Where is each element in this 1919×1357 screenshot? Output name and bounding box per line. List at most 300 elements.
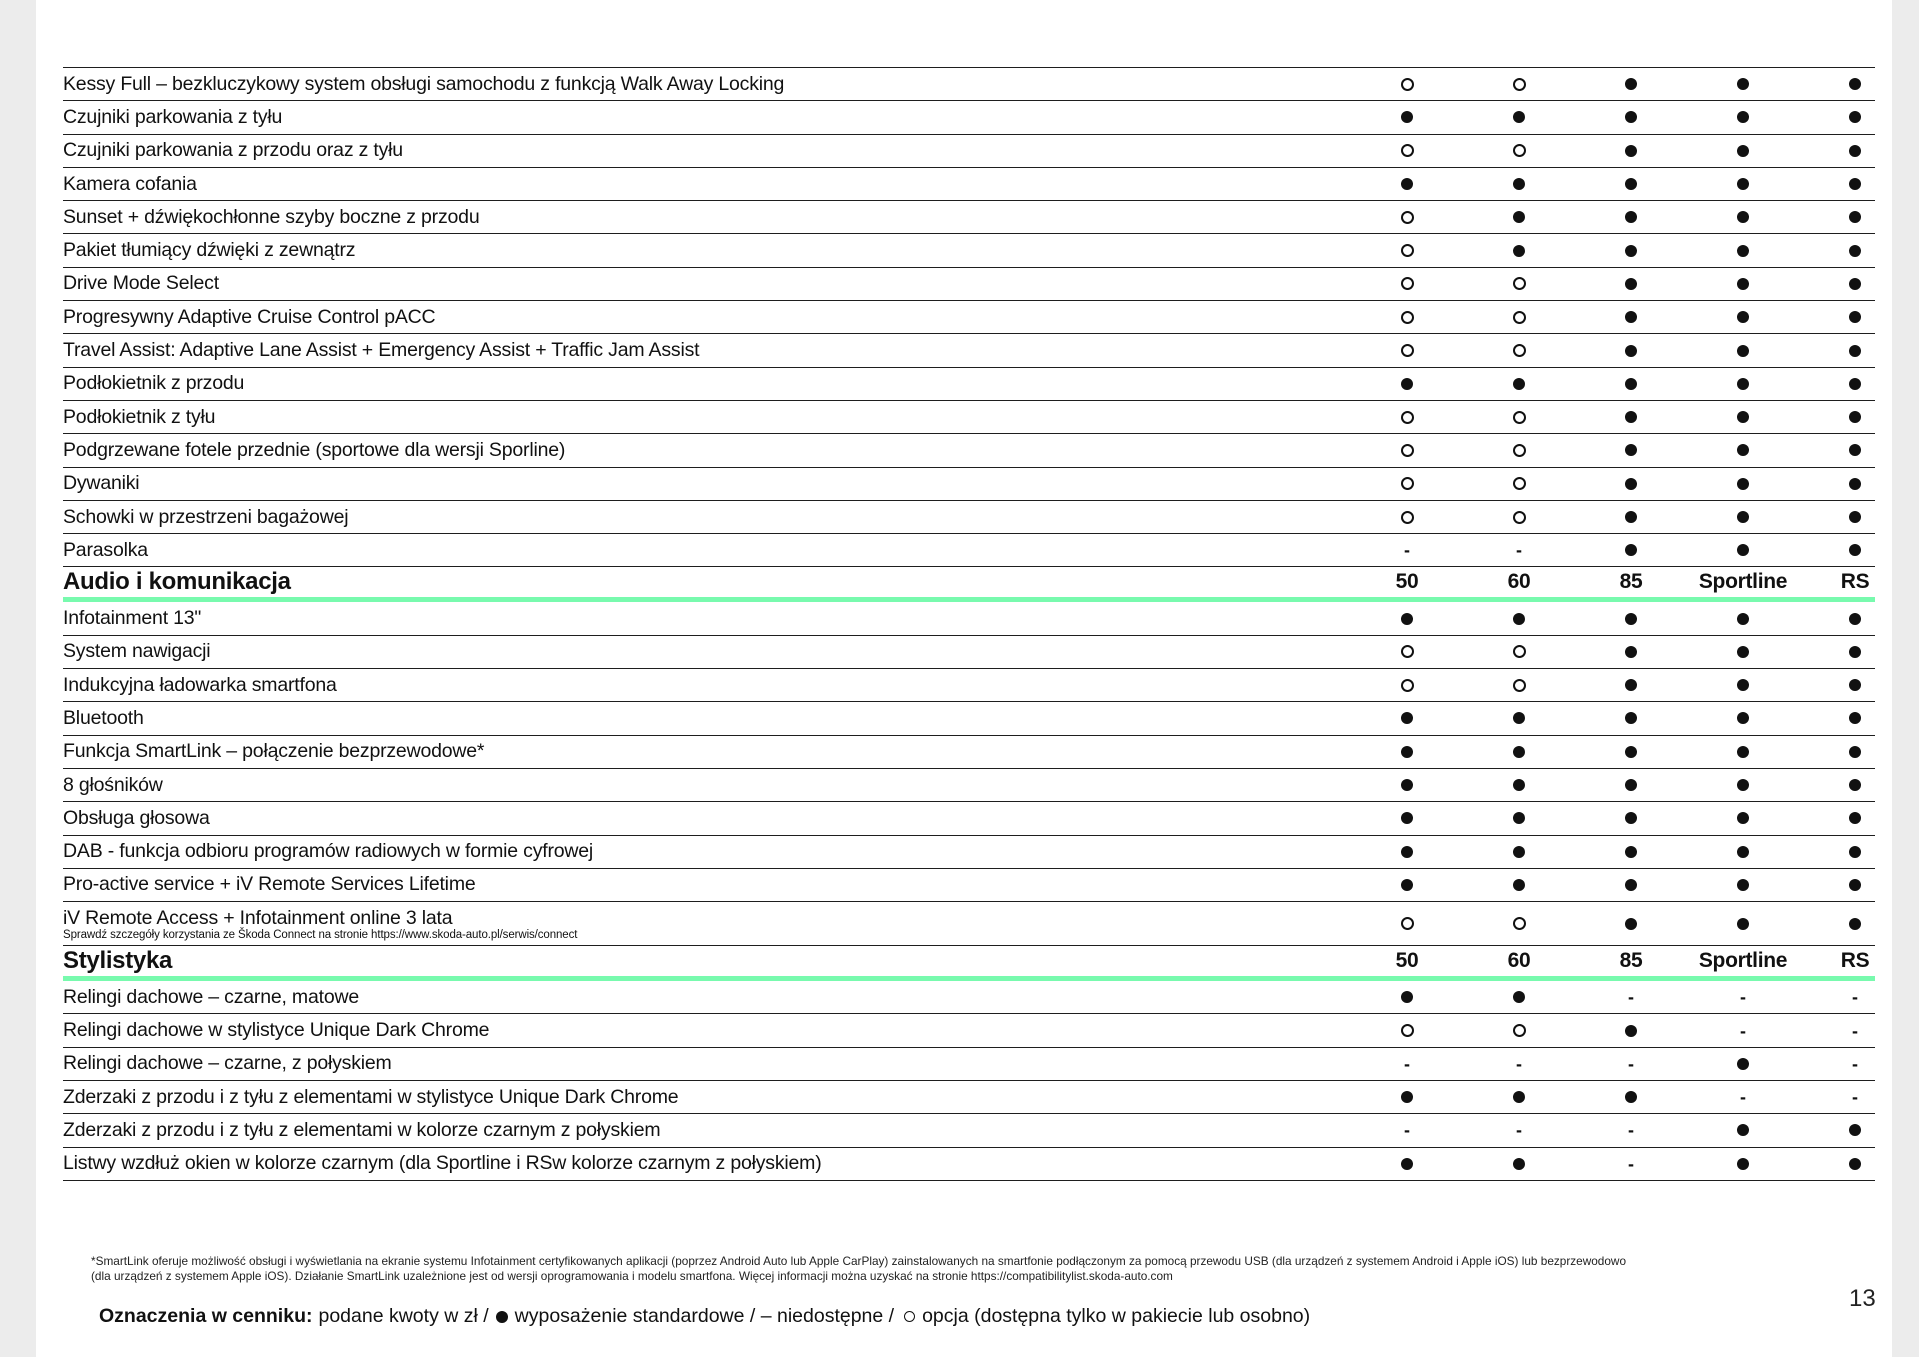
availability-cell bbox=[1703, 368, 1783, 400]
column-header: RS bbox=[1840, 570, 1870, 594]
availability-cell bbox=[1703, 468, 1783, 500]
availability-cell bbox=[1703, 869, 1783, 901]
availability-cell bbox=[1815, 1081, 1895, 1113]
filled-dot-icon bbox=[1849, 444, 1861, 456]
filled-dot-icon bbox=[1737, 345, 1749, 357]
table-row bbox=[63, 468, 1875, 501]
row-label bbox=[63, 836, 593, 868]
feature-name: Kamera cofania bbox=[63, 172, 197, 195]
open-circle-icon bbox=[1401, 645, 1414, 658]
filled-dot-icon bbox=[1625, 145, 1637, 157]
filled-dot-icon bbox=[1401, 991, 1413, 1003]
filled-dot-icon bbox=[1737, 679, 1749, 691]
availability-cell bbox=[1591, 135, 1671, 167]
open-circle-icon bbox=[1401, 211, 1414, 224]
table-row bbox=[63, 702, 1875, 735]
filled-dot-icon bbox=[1849, 111, 1861, 123]
row-label bbox=[63, 101, 282, 133]
availability-cell bbox=[1591, 981, 1671, 1013]
filled-dot-icon bbox=[1513, 712, 1525, 724]
filled-dot-icon bbox=[1625, 679, 1637, 691]
price-list-page bbox=[36, 0, 1892, 1357]
filled-dot-icon bbox=[1849, 345, 1861, 357]
availability-cell bbox=[1367, 334, 1447, 366]
open-circle-icon bbox=[1401, 144, 1414, 157]
open-circle-icon bbox=[1513, 477, 1526, 490]
filled-dot-icon bbox=[1625, 812, 1637, 824]
not-available-dash: - bbox=[1852, 987, 1858, 1008]
table-row bbox=[63, 981, 1875, 1014]
filled-dot-icon bbox=[1625, 311, 1637, 323]
open-circle-icon bbox=[1401, 511, 1414, 524]
availability-cell bbox=[1479, 636, 1559, 668]
availability-cell bbox=[1703, 1114, 1783, 1146]
availability-cell bbox=[1479, 501, 1559, 533]
availability-cell bbox=[1703, 702, 1783, 734]
availability-cell bbox=[1479, 68, 1559, 100]
availability-cell bbox=[1479, 869, 1559, 901]
availability-cell bbox=[1815, 1148, 1895, 1180]
availability-cell bbox=[1367, 669, 1447, 701]
section-header bbox=[63, 567, 1875, 602]
open-circle-icon bbox=[1513, 277, 1526, 290]
availability-cell bbox=[1367, 869, 1447, 901]
feature-name: Obsługa głosowa bbox=[63, 806, 210, 829]
availability-cell bbox=[1367, 702, 1447, 734]
availability-cell bbox=[1591, 201, 1671, 233]
filled-dot-icon bbox=[1849, 378, 1861, 390]
table-row bbox=[63, 201, 1875, 234]
footnote bbox=[91, 1254, 1811, 1284]
filled-dot-icon bbox=[1849, 879, 1861, 891]
availability-cell bbox=[1591, 234, 1671, 266]
table-row bbox=[63, 268, 1875, 301]
filled-dot-icon bbox=[1625, 779, 1637, 791]
filled-dot-icon bbox=[1401, 846, 1413, 858]
filled-dot-icon bbox=[1849, 646, 1861, 658]
row-label bbox=[63, 802, 210, 834]
availability-cell bbox=[1703, 836, 1783, 868]
feature-name: Kessy Full – bezkluczykowy system obsługi samochodu z funkcją Walk Away Locking bbox=[63, 72, 785, 95]
filled-dot-icon bbox=[1401, 1158, 1413, 1170]
availability-cell bbox=[1367, 201, 1447, 233]
row-label bbox=[63, 401, 215, 433]
feature-name: Parasolka bbox=[63, 538, 148, 561]
availability-cell bbox=[1479, 1048, 1559, 1080]
filled-dot-icon bbox=[1625, 245, 1637, 257]
filled-dot-icon bbox=[1737, 411, 1749, 423]
feature-name: Relingi dachowe w stylistyce Unique Dark Chrome bbox=[63, 1019, 490, 1042]
feature-name: System nawigacji bbox=[63, 640, 211, 663]
row-label bbox=[63, 1148, 822, 1180]
filled-dot-icon bbox=[1737, 613, 1749, 625]
availability-cell bbox=[1367, 135, 1447, 167]
filled-dot-icon bbox=[1849, 613, 1861, 625]
availability-cell bbox=[1703, 602, 1783, 634]
availability-cell bbox=[1367, 769, 1447, 801]
filled-dot-icon bbox=[1737, 378, 1749, 390]
table-row bbox=[63, 802, 1875, 835]
availability-cell bbox=[1591, 68, 1671, 100]
table-row bbox=[63, 836, 1875, 869]
filled-dot-icon bbox=[1513, 779, 1525, 791]
availability-cell bbox=[1591, 1148, 1671, 1180]
not-available-dash: - bbox=[1404, 1053, 1410, 1074]
column-header: 85 bbox=[1619, 949, 1643, 973]
availability-cell bbox=[1591, 869, 1671, 901]
availability-cell bbox=[1479, 301, 1559, 333]
filled-dot-icon bbox=[1849, 511, 1861, 523]
availability-cell bbox=[1703, 736, 1783, 768]
open-circle-icon bbox=[1513, 917, 1526, 930]
filled-dot-icon bbox=[1401, 812, 1413, 824]
filled-dot-icon bbox=[1513, 812, 1525, 824]
availability-cell bbox=[1479, 602, 1559, 634]
availability-cell bbox=[1703, 1014, 1783, 1046]
equipment-table bbox=[63, 67, 1875, 1181]
availability-cell bbox=[1703, 434, 1783, 466]
table-row bbox=[63, 1148, 1875, 1181]
feature-name: Bluetooth bbox=[63, 706, 144, 729]
availability-cell bbox=[1479, 769, 1559, 801]
filled-dot-icon bbox=[1401, 613, 1413, 625]
filled-dot-icon bbox=[1625, 111, 1637, 123]
filled-dot-icon bbox=[1737, 245, 1749, 257]
availability-cell bbox=[1367, 468, 1447, 500]
availability-cell bbox=[1367, 501, 1447, 533]
availability-cell bbox=[1815, 602, 1895, 634]
availability-cell bbox=[1703, 334, 1783, 366]
table-row bbox=[63, 869, 1875, 902]
not-available-dash: - bbox=[1740, 1020, 1746, 1041]
filled-dot-icon bbox=[1849, 211, 1861, 223]
filled-dot-icon bbox=[1513, 111, 1525, 123]
availability-cell bbox=[1367, 68, 1447, 100]
availability-cell bbox=[1703, 168, 1783, 200]
availability-cell bbox=[1703, 268, 1783, 300]
open-circle-icon bbox=[1401, 477, 1414, 490]
availability-cell bbox=[1815, 301, 1895, 333]
availability-cell bbox=[1479, 135, 1559, 167]
filled-dot-icon bbox=[1737, 78, 1749, 90]
availability-cell bbox=[1815, 636, 1895, 668]
filled-dot-icon bbox=[1737, 311, 1749, 323]
open-circle-icon bbox=[1513, 144, 1526, 157]
row-label bbox=[63, 368, 244, 400]
availability-cell bbox=[1815, 268, 1895, 300]
filled-dot-icon bbox=[1849, 278, 1861, 290]
row-label bbox=[63, 168, 197, 200]
availability-cell bbox=[1815, 334, 1895, 366]
not-available-dash: - bbox=[1516, 1053, 1522, 1074]
filled-dot-icon bbox=[1513, 211, 1525, 223]
feature-name: Travel Assist: Adaptive Lane Assist + Emergency Assist + Traffic Jam Assist bbox=[63, 339, 700, 362]
column-header: 60 bbox=[1507, 570, 1531, 594]
row-label bbox=[63, 468, 139, 500]
not-available-dash: - bbox=[1852, 1087, 1858, 1108]
availability-cell bbox=[1815, 401, 1895, 433]
open-circle-icon bbox=[1401, 277, 1414, 290]
filled-dot-icon bbox=[496, 1311, 508, 1323]
row-label bbox=[63, 534, 148, 566]
table-row bbox=[63, 902, 1875, 946]
availability-cell bbox=[1591, 902, 1671, 945]
table-row bbox=[63, 534, 1875, 567]
open-circle-icon bbox=[1401, 244, 1414, 257]
filled-dot-icon bbox=[1737, 646, 1749, 658]
availability-cell bbox=[1815, 1114, 1895, 1146]
table-row bbox=[63, 135, 1875, 168]
not-available-dash: - bbox=[1628, 1153, 1634, 1174]
availability-cell bbox=[1591, 1014, 1671, 1046]
filled-dot-icon bbox=[1849, 544, 1861, 556]
availability-cell bbox=[1591, 401, 1671, 433]
availability-cell bbox=[1479, 902, 1559, 945]
row-label bbox=[63, 1114, 660, 1146]
availability-cell bbox=[1591, 802, 1671, 834]
availability-cell bbox=[1479, 1148, 1559, 1180]
row-label bbox=[63, 981, 359, 1013]
feature-note: Sprawdź szczegóły korzystania ze Škoda Connect na stronie https://www.skoda-auto.pl/serwis/connect bbox=[63, 928, 578, 941]
column-header: 85 bbox=[1619, 570, 1643, 594]
table-row bbox=[63, 1114, 1875, 1147]
availability-cell bbox=[1479, 534, 1559, 566]
filled-dot-icon bbox=[1625, 1091, 1637, 1103]
availability-cell bbox=[1479, 702, 1559, 734]
filled-dot-icon bbox=[1401, 178, 1413, 190]
availability-cell bbox=[1815, 1014, 1895, 1046]
legend-text-option: opcja (dostępna tylko w pakiecie lub osobno) bbox=[922, 1305, 1311, 1327]
filled-dot-icon bbox=[1737, 712, 1749, 724]
table-row bbox=[63, 1081, 1875, 1114]
table-row bbox=[63, 636, 1875, 669]
availability-cell bbox=[1815, 434, 1895, 466]
filled-dot-icon bbox=[1849, 746, 1861, 758]
availability-cell bbox=[1591, 1114, 1671, 1146]
not-available-dash: - bbox=[1628, 1120, 1634, 1141]
availability-cell bbox=[1479, 401, 1559, 433]
availability-cell bbox=[1815, 802, 1895, 834]
column-header: 50 bbox=[1395, 570, 1419, 594]
filled-dot-icon bbox=[1625, 178, 1637, 190]
availability-cell bbox=[1367, 368, 1447, 400]
filled-dot-icon bbox=[1401, 1091, 1413, 1103]
availability-cell bbox=[1591, 736, 1671, 768]
filled-dot-icon bbox=[1513, 991, 1525, 1003]
filled-dot-icon bbox=[1513, 879, 1525, 891]
filled-dot-icon bbox=[1625, 846, 1637, 858]
availability-cell bbox=[1367, 802, 1447, 834]
availability-cell bbox=[1815, 201, 1895, 233]
open-circle-icon bbox=[1401, 444, 1414, 457]
table-row bbox=[63, 67, 1875, 101]
availability-cell bbox=[1703, 135, 1783, 167]
availability-cell bbox=[1367, 168, 1447, 200]
row-label bbox=[63, 68, 784, 100]
row-label bbox=[63, 301, 435, 333]
availability-cell bbox=[1815, 135, 1895, 167]
availability-cell bbox=[1367, 1114, 1447, 1146]
feature-name: Drive Mode Select bbox=[63, 272, 219, 295]
open-circle-icon bbox=[1513, 344, 1526, 357]
availability-cell bbox=[1367, 101, 1447, 133]
availability-cell bbox=[1479, 168, 1559, 200]
table-row bbox=[63, 602, 1875, 635]
availability-cell bbox=[1703, 902, 1783, 945]
availability-cell bbox=[1479, 1014, 1559, 1046]
open-circle-icon bbox=[1513, 444, 1526, 457]
filled-dot-icon bbox=[1849, 1124, 1861, 1136]
filled-dot-icon bbox=[1625, 613, 1637, 625]
row-label bbox=[63, 201, 479, 233]
availability-cell bbox=[1367, 268, 1447, 300]
filled-dot-icon bbox=[1513, 746, 1525, 758]
availability-cell bbox=[1703, 1081, 1783, 1113]
availability-cell bbox=[1479, 1114, 1559, 1146]
filled-dot-icon bbox=[1625, 746, 1637, 758]
filled-dot-icon bbox=[1849, 712, 1861, 724]
table-row bbox=[63, 1048, 1875, 1081]
table-row bbox=[63, 101, 1875, 134]
not-available-dash: - bbox=[1404, 540, 1410, 561]
feature-name: Pro-active service + iV Remote Services Lifetime bbox=[63, 873, 476, 896]
filled-dot-icon bbox=[1737, 178, 1749, 190]
row-label bbox=[63, 902, 577, 945]
filled-dot-icon bbox=[1849, 411, 1861, 423]
table-row bbox=[63, 401, 1875, 434]
feature-name: Dywaniki bbox=[63, 472, 140, 495]
availability-cell bbox=[1815, 368, 1895, 400]
filled-dot-icon bbox=[1401, 378, 1413, 390]
filled-dot-icon bbox=[1737, 879, 1749, 891]
availability-cell bbox=[1703, 68, 1783, 100]
availability-cell bbox=[1591, 636, 1671, 668]
open-circle-icon bbox=[1513, 78, 1526, 91]
not-available-dash: - bbox=[1516, 540, 1522, 561]
filled-dot-icon bbox=[1849, 918, 1861, 930]
row-label bbox=[63, 434, 565, 466]
row-label bbox=[63, 135, 403, 167]
availability-cell bbox=[1479, 468, 1559, 500]
filled-dot-icon bbox=[1737, 846, 1749, 858]
availability-cell bbox=[1591, 1081, 1671, 1113]
availability-cell bbox=[1591, 1048, 1671, 1080]
feature-name: Funkcja SmartLink – połączenie bezprzewodowe* bbox=[63, 740, 485, 763]
filled-dot-icon bbox=[1625, 1025, 1637, 1037]
availability-cell bbox=[1479, 802, 1559, 834]
filled-dot-icon bbox=[1737, 278, 1749, 290]
availability-cell bbox=[1591, 602, 1671, 634]
availability-cell bbox=[1815, 1048, 1895, 1080]
filled-dot-icon bbox=[1849, 779, 1861, 791]
availability-cell bbox=[1703, 1048, 1783, 1080]
filled-dot-icon bbox=[1737, 779, 1749, 791]
availability-cell bbox=[1367, 1048, 1447, 1080]
availability-cell bbox=[1479, 268, 1559, 300]
filled-dot-icon bbox=[1625, 211, 1637, 223]
filled-dot-icon bbox=[1513, 378, 1525, 390]
section-title: Stylistyka bbox=[63, 947, 173, 975]
table-row bbox=[63, 434, 1875, 467]
row-label bbox=[63, 736, 484, 768]
availability-cell bbox=[1367, 1081, 1447, 1113]
open-circle-icon bbox=[1513, 1024, 1526, 1037]
availability-cell bbox=[1367, 736, 1447, 768]
availability-cell bbox=[1367, 602, 1447, 634]
availability-cell bbox=[1367, 836, 1447, 868]
table-row bbox=[63, 1014, 1875, 1047]
filled-dot-icon bbox=[1737, 1058, 1749, 1070]
filled-dot-icon bbox=[1625, 411, 1637, 423]
filled-dot-icon bbox=[1401, 712, 1413, 724]
filled-dot-icon bbox=[1625, 712, 1637, 724]
feature-name: Zderzaki z przodu i z tyłu z elementami w stylistyce Unique Dark Chrome bbox=[63, 1085, 679, 1108]
not-available-dash: - bbox=[1516, 1120, 1522, 1141]
column-header: 50 bbox=[1395, 949, 1419, 973]
open-circle-icon bbox=[1401, 78, 1414, 91]
filled-dot-icon bbox=[1849, 311, 1861, 323]
feature-name: Relingi dachowe – czarne, z połyskiem bbox=[63, 1052, 392, 1075]
filled-dot-icon bbox=[1625, 646, 1637, 658]
column-header: Sportline bbox=[1698, 949, 1788, 973]
open-circle-icon bbox=[904, 1311, 915, 1322]
legend-text-price: podane kwoty w zł / bbox=[318, 1305, 489, 1327]
availability-cell bbox=[1815, 234, 1895, 266]
availability-cell bbox=[1815, 836, 1895, 868]
row-label bbox=[63, 501, 348, 533]
filled-dot-icon bbox=[1513, 1091, 1525, 1103]
filled-dot-icon bbox=[1625, 78, 1637, 90]
page-number: 13 bbox=[1849, 1285, 1876, 1312]
availability-cell bbox=[1479, 836, 1559, 868]
not-available-dash: - bbox=[1852, 1053, 1858, 1074]
availability-cell bbox=[1703, 501, 1783, 533]
feature-name: Zderzaki z przodu i z tyłu z elementami w kolorze czarnym z połyskiem bbox=[63, 1118, 661, 1141]
availability-cell bbox=[1815, 702, 1895, 734]
footnote-line-2: (dla urządzeń z systemem Apple iOS). Działanie SmartLink uzależnione jest od wersji oprogramowania i modelu smartfona. Więcej informacji można uzyskać na stronie https://compatibilitylist.skoda-auto.com bbox=[91, 1269, 1173, 1283]
not-available-dash: - bbox=[1740, 987, 1746, 1008]
open-circle-icon bbox=[1401, 311, 1414, 324]
feature-name: Progresywny Adaptive Cruise Control pACC bbox=[63, 305, 436, 328]
availability-cell bbox=[1703, 981, 1783, 1013]
filled-dot-icon bbox=[1625, 444, 1637, 456]
feature-name: DAB - funkcja odbioru programów radiowych w formie cyfrowej bbox=[63, 840, 594, 863]
filled-dot-icon bbox=[1625, 511, 1637, 523]
filled-dot-icon bbox=[1625, 378, 1637, 390]
availability-cell bbox=[1479, 981, 1559, 1013]
filled-dot-icon bbox=[1737, 1124, 1749, 1136]
section-header bbox=[63, 946, 1875, 981]
availability-cell bbox=[1591, 702, 1671, 734]
feature-name: Schowki w przestrzeni bagażowej bbox=[63, 505, 349, 528]
filled-dot-icon bbox=[1737, 145, 1749, 157]
availability-cell bbox=[1591, 468, 1671, 500]
availability-cell bbox=[1703, 534, 1783, 566]
open-circle-icon bbox=[1513, 311, 1526, 324]
column-header: Sportline bbox=[1698, 570, 1788, 594]
availability-cell bbox=[1367, 1148, 1447, 1180]
table-row bbox=[63, 769, 1875, 802]
table-row bbox=[63, 234, 1875, 267]
row-label bbox=[63, 769, 163, 801]
filled-dot-icon bbox=[1849, 78, 1861, 90]
footnote-line-1: *SmartLink oferuje możliwość obsługi i wyświetlania na ekranie systemu Infotainment certyfikowanych aplikacji (poprzez Android Auto lub Apple CarPlay) zainstalowanych na smartfonie podłączonym za pomocą przewodu USB (dla urządzeń z systemem Android i Apple iOS) lub bezprzewodowo bbox=[91, 1254, 1627, 1268]
table-row bbox=[63, 368, 1875, 401]
availability-cell bbox=[1479, 201, 1559, 233]
availability-cell bbox=[1591, 368, 1671, 400]
open-circle-icon bbox=[1401, 1024, 1414, 1037]
feature-name: Podgrzewane fotele przednie (sportowe dla wersji Sporline) bbox=[63, 438, 566, 461]
